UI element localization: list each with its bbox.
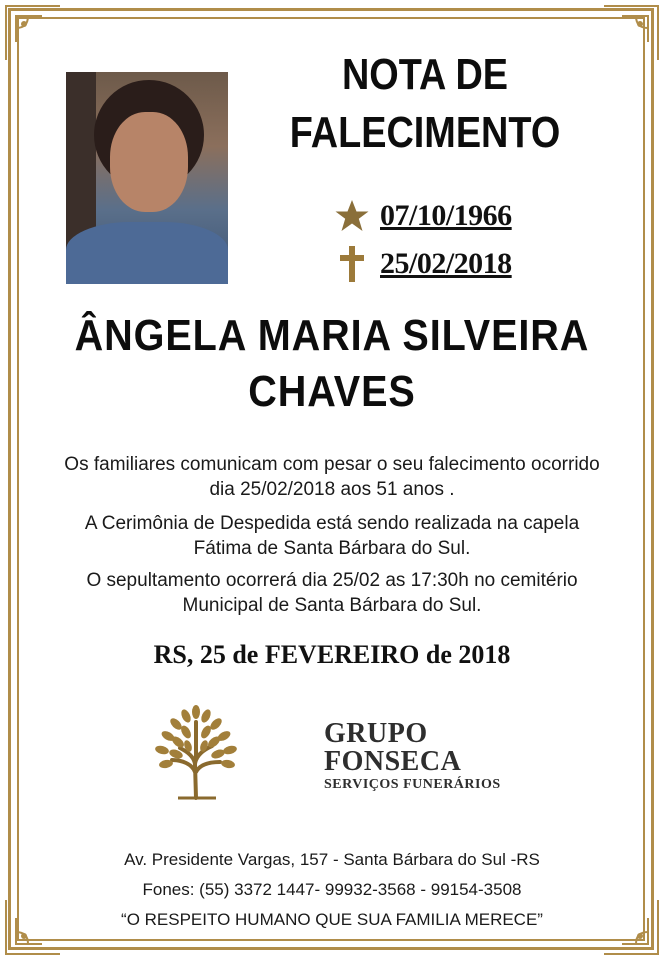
name-line-2: CHAVES xyxy=(248,367,416,416)
corner-ornament xyxy=(2,2,64,64)
paragraph-line: dia 25/02/2018 aos 51 anos . xyxy=(209,479,455,500)
death-notice-paragraph xyxy=(30,452,634,502)
paragraph-line: O sepultamento ocorrerá dia 25/02 as 17:30h no cemitério xyxy=(86,570,578,591)
cross-icon xyxy=(332,244,372,284)
paragraph-line: Fátima de Santa Bárbara do Sul. xyxy=(193,538,471,559)
death-date: 25/02/2018 xyxy=(380,247,512,280)
title-line-2: FALECIMENTO xyxy=(289,108,561,157)
death-date-row xyxy=(332,240,512,288)
corner-ornament xyxy=(600,2,662,64)
paragraph-line: Municipal de Santa Bárbara do Sul. xyxy=(182,595,482,616)
ceremony-paragraph xyxy=(30,511,634,561)
star-icon xyxy=(332,196,372,236)
name-line-1: ÂNGELA MARIA SILVEIRA xyxy=(74,311,590,360)
place-date: RS, 25 de FEVEREIRO de 2018 xyxy=(153,640,511,669)
motto: “O RESPEITO HUMANO QUE SUA FAMILIA MERECE” xyxy=(121,910,543,929)
phone-numbers: Fones: (55) 3372 1447- 99932-3568 - 99154-3508 xyxy=(142,880,522,899)
paragraph-line: Os familiares comunicam com pesar o seu falecimento ocorrido xyxy=(64,454,600,475)
title-line-1: NOTA DE xyxy=(341,50,509,99)
burial-paragraph xyxy=(30,568,634,618)
paragraph-line: A Cerimônia de Despedida está sendo realizada na capela xyxy=(84,513,580,534)
brand-tagline: SERVIÇOS FUNERÁRIOS xyxy=(324,777,501,792)
tree-logo-icon xyxy=(148,702,248,802)
brand-line-1: GRUPO xyxy=(324,718,428,749)
birth-date-row xyxy=(332,192,512,240)
funeral-home-brand xyxy=(324,720,501,794)
address: Av. Presidente Vargas, 157 - Santa Bárbara do Sul -RS xyxy=(124,850,540,869)
brand-line-2: FONSECA xyxy=(324,746,462,777)
deceased-photo xyxy=(66,72,228,284)
page-title xyxy=(266,46,584,162)
dates-block xyxy=(332,192,512,288)
birth-date: 07/10/1966 xyxy=(380,199,512,232)
deceased-name xyxy=(51,308,613,420)
